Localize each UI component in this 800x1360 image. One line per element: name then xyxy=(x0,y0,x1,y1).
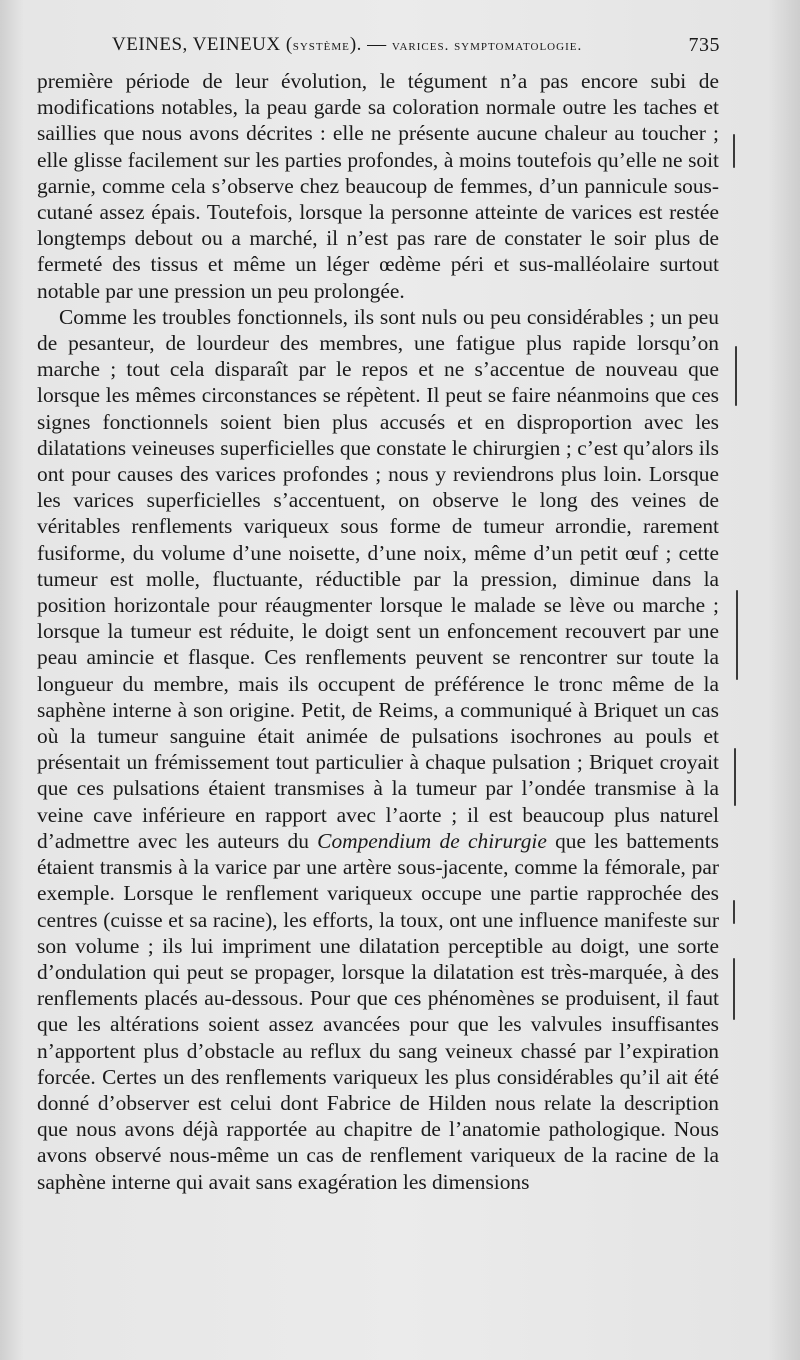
margin-mark xyxy=(736,590,738,680)
running-head xyxy=(38,34,720,62)
paragraph-symptoms-part1: Comme les troubles fonctionnels, ils sont nuls ou peu considérables ; un peu de pesanteur, de lourdeur des membres, une fatigue plus rapide lorsqu’on marche ; tout cela disparaît par le repos et ne s’accentue de nouveau que lorsque les mêmes circonstances se répètent. Il peut se faire néanmoins que ces signes fonctionnels soient bien plus accusés et en disproportion avec les dilatations veineuses superficielles que constate le chirurgien ; c’est qu’alors ils ont pour causes des varices profondes ; nous y reviendrons plus loin. Lorsque les varices superficielles s’accentuent, on observe le long des veines de véritables renflements variqueux sous forme de tumeur arrondie, rarement fusiforme, du volume d’une noisette, d’une noix, même d’un petit œuf ; cette tumeur est molle, fluctuante, réductible par la pression, diminue dans la position horizontale pour réaugmenter lorsque le malade se lève ou marche ; lorsque la tumeur est réduite, le doigt sent un enfoncement recouvert par une peau amincie et flasque. Ces renflements peuvent se rencontrer sur toute la longueur du membre, mais ils occupent de préférence le tronc même de la saphène interne à son origine. Petit, de Reims, a communiqué à Briquet un cas où la tumeur sanguine était animée de pulsations isochrones au pouls et présentait un frémissement tout particulier à chaque pulsation ; Briquet croyait que ces pulsations étaient transmises à la tumeur par l’ondée transmise à la veine cave inférieure en rapport avec l’aorte ; il est beaucoup plus naturel d’admettre avec les auteurs du xyxy=(37,304,719,853)
page-number: 735 xyxy=(688,34,720,56)
book-title-reference: Compendium de chirurgie xyxy=(317,828,547,853)
margin-mark xyxy=(733,134,735,168)
margin-mark xyxy=(733,900,735,924)
paragraph-continued: première période de leur évolution, le tégument n’a pas encore subi de modifications notables, la peau garde sa coloration normale outre les taches et saillies que nous avons décrites : elle ne présente aucune chaleur au toucher ; elle glisse facilement sur les parties profondes, à moins toutefois qu’elle ne soit garnie, comme cela s’observe chez beaucoup de femmes, d’un pannicule sous-cutané assez épais. Toutefois, lorsque la personne atteinte de varices est restée longtemps debout ou a marché, il n’est pas rare de constater le soir plus de fermeté des tissus et même un léger œdème péri et sus-malléolaire surtout notable par une pression un peu prolongée. xyxy=(37,69,719,303)
running-head-section: varices. symptomatologie. xyxy=(391,38,583,54)
margin-mark xyxy=(735,346,737,406)
running-head-title-separator: ). — xyxy=(349,34,392,55)
margin-mark xyxy=(733,958,735,1020)
body-text xyxy=(37,68,719,1195)
paragraph-symptoms-part2: que les battements étaient transmis à la varice par une artère sous-jacente, comme la fémorale, par exemple. Lorsque le renflement variqueux occupe une partie rapprochée des centres (cuisse et sa racine), les efforts, la toux, ont une influence manifeste sur son volume ; ils lui impriment une dilatation perceptible au doigt, une sorte d’ondulation qui peut se propager, lorsque la dilatation est très-marquée, à des renflements placés au-dessous. Pour que ces phénomènes se produisent, il faut que les altérations soient assez avancées pour que les valvules insuffisantes n’apportent plus d’obstacle au reflux du sang veineux chassé par l’expiration forcée. Certes un des renflements variqueux les plus considérables qu’il ait été donné d’observer est celui dont Fabrice de Hilden nous relate la description que nous avons déjà rapportée au chapitre de l’anatomie pathologique. Nous avons observé nous-même un cas de renflement variqueux de la racine de la saphène interne qui avait sans exagération les dimensions xyxy=(37,828,719,1194)
paragraph-symptoms xyxy=(37,304,719,1195)
running-head-title-main: VEINES, VEINEUX ( xyxy=(112,34,293,55)
running-head-title-small: système xyxy=(292,38,350,54)
running-head-title xyxy=(112,34,582,56)
margin-mark xyxy=(734,748,736,806)
